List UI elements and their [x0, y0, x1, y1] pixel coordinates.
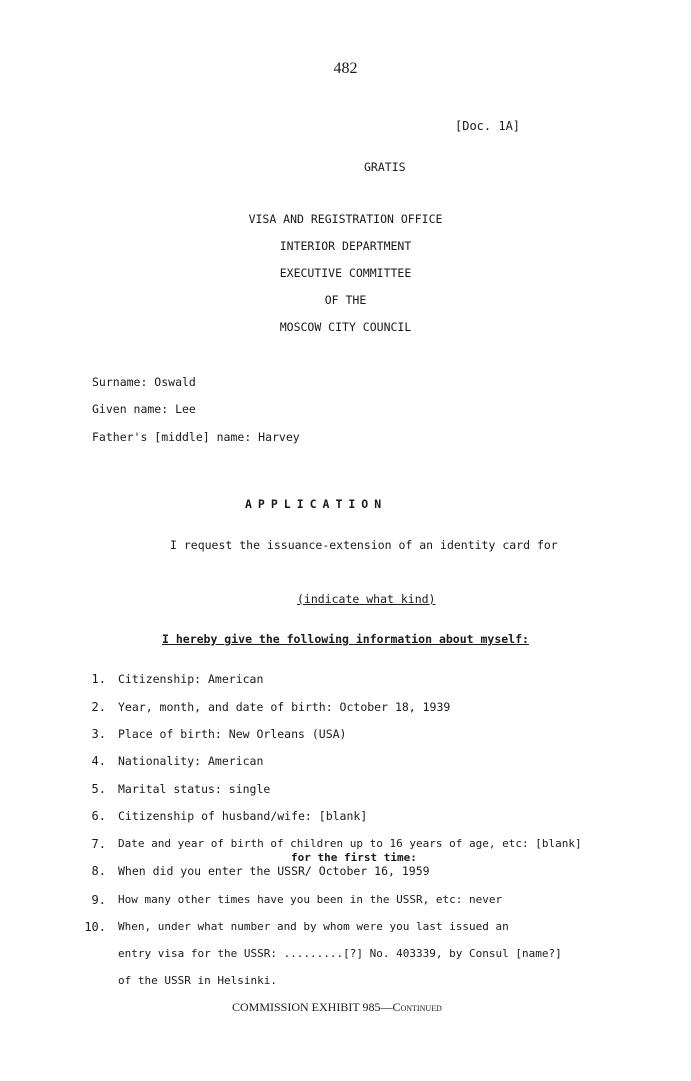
item10-continuation-end: of the USSR in Helsinki. [118, 974, 277, 987]
fathers-name-field: Father's [middle] name: Harvey [92, 430, 300, 444]
item-number: 3. [91, 727, 106, 741]
item-number: 4. [91, 754, 106, 768]
item8-insertion: for the first time: [291, 851, 417, 864]
header-line-of-the: OF THE [324, 293, 367, 307]
request-line: I request the issuance-extension of an identity card for [170, 538, 558, 552]
item-children: Date and year of birth of children up to 16 years of age, etc: [blank] [118, 837, 582, 850]
item-previous-visits: How many other times have you been in the USSR, etc: never [118, 893, 503, 906]
given-name-field: Given name: Lee [92, 402, 196, 416]
item-last-visa: When, under what number and by whom were you last issued an [118, 920, 509, 933]
item-entry-date: When did you enter the USSR/ October 16, 1959 [118, 864, 430, 878]
application-title: APPLICATION [245, 497, 388, 511]
item-nationality: Nationality: American [118, 754, 264, 768]
item10-continuation: entry visa for the USSR: .........[?] No. 403339, by Consul [name?] [118, 947, 562, 960]
doc-reference: [Doc. 1A] [455, 119, 521, 133]
item-number: 9. [91, 893, 106, 907]
footer-caption: COMMISSION EXHIBIT 985—Continued [232, 1000, 442, 1014]
header-line-committee: EXECUTIVE COMMITTEE [279, 266, 412, 280]
item-number: 10. [84, 920, 106, 934]
indicate-kind: (indicate what kind) [297, 592, 436, 606]
item-number: 1. [91, 672, 106, 686]
item-birth-place: Place of birth: New Orleans (USA) [118, 727, 347, 741]
item-number: 7. [91, 837, 106, 851]
item-birth-date: Year, month, and date of birth: October 18, 1939 [118, 700, 451, 714]
gratis-label: GRATIS [364, 160, 406, 174]
item-spouse-citizenship: Citizenship of husband/wife: [blank] [118, 809, 368, 823]
header-line-council: MOSCOW CITY COUNCIL [279, 320, 412, 334]
item-marital-status: Marital status: single [118, 782, 271, 796]
item-number: 2. [91, 700, 106, 714]
item-citizenship: Citizenship: American [118, 672, 264, 686]
header-line-office: VISA AND REGISTRATION OFFICE [248, 212, 443, 226]
info-heading: I hereby give the following information about myself: [162, 632, 529, 646]
item-number: 5. [91, 782, 106, 796]
item-number: 6. [91, 809, 106, 823]
surname-field: Surname: Oswald [92, 375, 196, 389]
header-line-department: INTERIOR DEPARTMENT [279, 239, 412, 253]
page-number: 482 [333, 60, 358, 77]
item-number: 8. [91, 864, 106, 878]
